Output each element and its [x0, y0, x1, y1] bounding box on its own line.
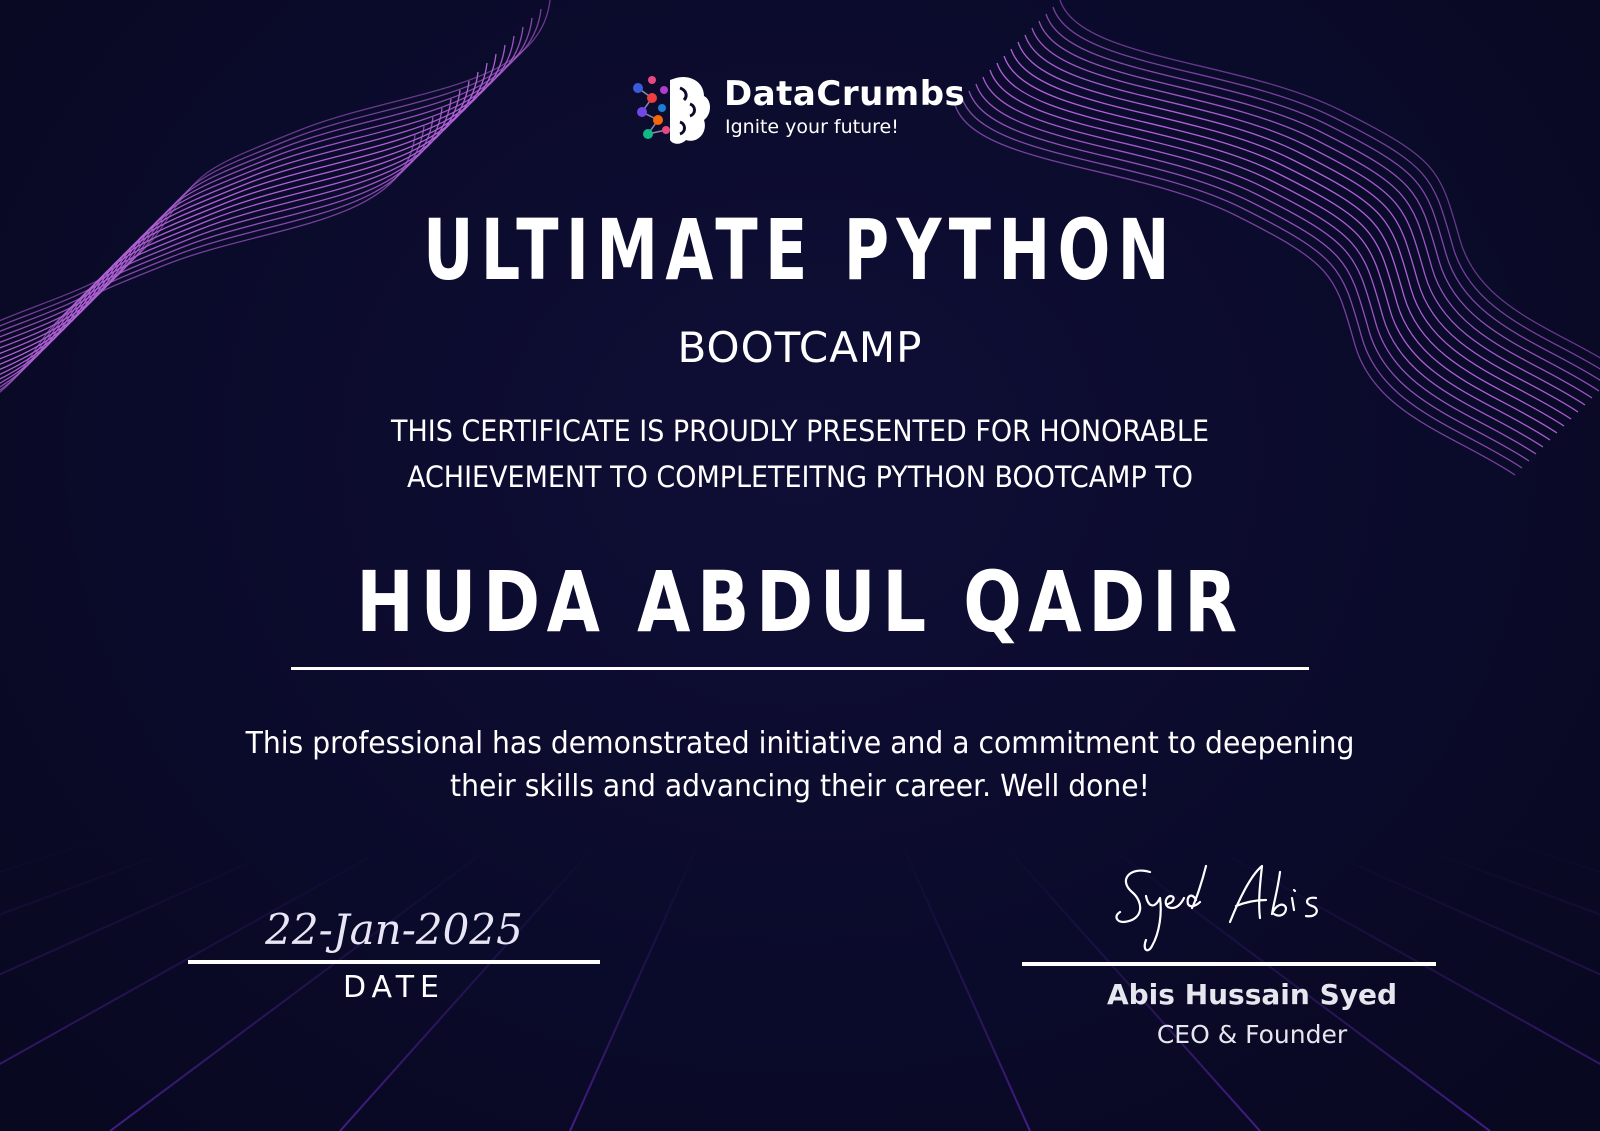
- signature-underline: [1022, 962, 1436, 966]
- signatory-name: Abis Hussain Syed: [1106, 978, 1398, 1011]
- signatory-title: CEO & Founder: [1156, 1020, 1348, 1049]
- recipient-name: HUDA ABDUL QADIR: [356, 553, 1244, 651]
- presentation-line-1: THIS CERTIFICATE IS PROUDLY PRESENTED FOR HONORABLE: [391, 414, 1209, 448]
- date-underline: [188, 960, 600, 964]
- wave-strand: [1053, 7, 1600, 377]
- brain-network-icon: [628, 70, 714, 150]
- date-label: DATE: [342, 970, 446, 1005]
- description-line-1: This professional has demonstrated initiative and a commitment to deepening: [245, 726, 1355, 761]
- description-line-2: their skills and advancing their career. Well done!: [450, 769, 1150, 804]
- brand-tagline: Ignite your future!: [725, 116, 899, 138]
- wave-strand: [1060, 0, 1600, 370]
- presentation-statement: [242, 408, 1358, 500]
- recipient-underline: [291, 667, 1309, 670]
- signature: [1110, 862, 1360, 962]
- date-value: 22-Jan-2025: [265, 905, 523, 954]
- achievement-description: [189, 722, 1411, 808]
- presentation-line-2: ACHIEVEMENT TO COMPLETEITNG PYTHON BOOTCAMP TO: [407, 460, 1193, 494]
- certificate-title: ULTIMATE PYTHON: [423, 201, 1177, 299]
- brand-logo: [628, 70, 988, 150]
- certificate-subtitle: BOOTCAMP: [677, 323, 923, 372]
- brand-name: DataCrumbs: [724, 74, 966, 114]
